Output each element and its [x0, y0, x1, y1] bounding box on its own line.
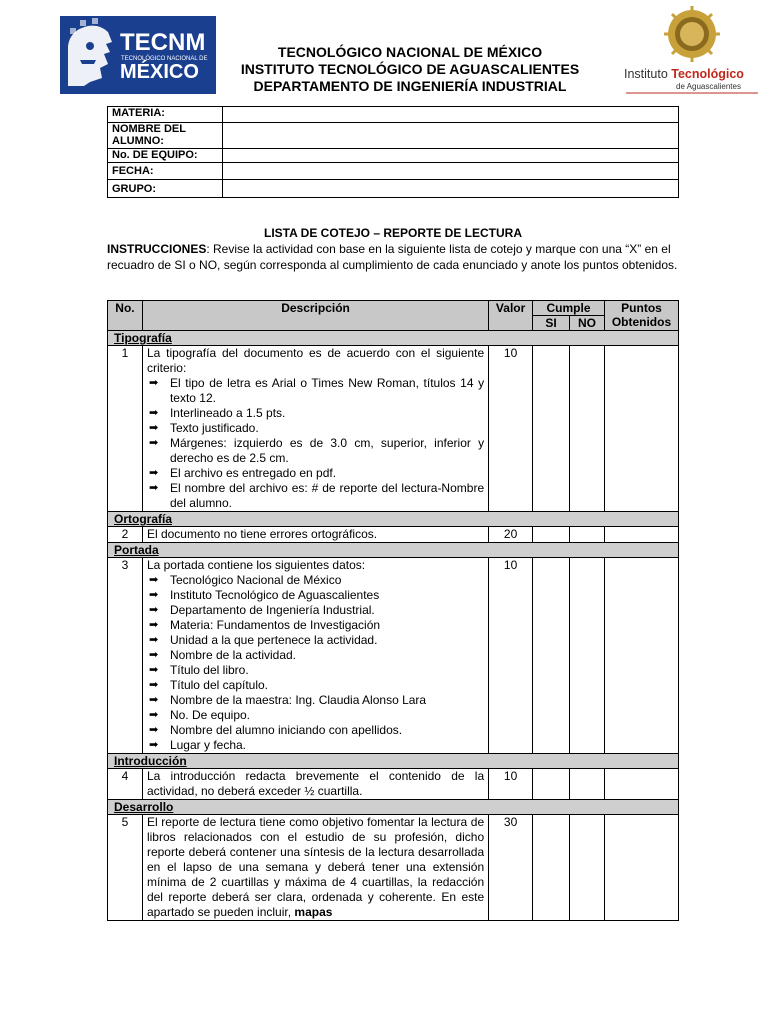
arrow-bullet-icon: ➡ [148, 604, 159, 616]
no-checkbox-cell[interactable] [570, 558, 605, 754]
item-description [142, 558, 488, 754]
ita-logo-main: Instituto [624, 67, 672, 81]
info-label: FECHA: [108, 163, 223, 180]
item-value: 10 [489, 558, 533, 754]
arrow-bullet-icon: ➡ [148, 709, 159, 721]
si-checkbox-cell[interactable] [533, 815, 570, 921]
info-row-nombre [108, 123, 679, 149]
points-cell[interactable] [604, 815, 678, 921]
institution-line-3: DEPARTAMENTO DE INGENIERÍA INDUSTRIAL [253, 78, 567, 94]
arrow-bullet-icon: ➡ [148, 437, 159, 449]
col-cumple-header: Cumple [533, 301, 605, 316]
points-cell[interactable] [604, 527, 678, 543]
section-row [108, 512, 679, 527]
checklist-table [107, 300, 679, 921]
institution-heading [200, 44, 620, 95]
arrow-bullet-icon: ➡ [148, 694, 159, 706]
list-item: ➡ Lugar y fecha. [148, 738, 247, 752]
col-no-sub-header: NO [570, 316, 605, 331]
item-number: 4 [108, 769, 143, 800]
list-item: ➡ No. De equipo. [148, 708, 251, 722]
info-label: No. DE EQUIPO: [108, 149, 223, 163]
list-item: ➡ Instituto Tecnológico de Aguascalientes [148, 588, 380, 602]
instructions [107, 241, 685, 273]
no-checkbox-cell[interactable] [570, 769, 605, 800]
col-no-header: No. [108, 301, 143, 331]
info-value-field[interactable] [223, 107, 679, 123]
list-item: ➡ Márgenes: izquierdo es de 3.0 cm, superior, inferior y derecho es de 2.5 cm. [148, 436, 485, 465]
points-cell[interactable] [604, 346, 678, 512]
item-number: 2 [108, 527, 143, 543]
list-item: ➡ Nombre de la maestra: Ing. Claudia Alonso Lara [148, 693, 427, 707]
col-points-header: Puntos Obtenidos [604, 301, 678, 331]
info-value-field[interactable] [223, 123, 679, 149]
info-value-field[interactable] [223, 163, 679, 180]
arrow-bullet-icon: ➡ [148, 739, 159, 751]
arrow-bullet-icon: ➡ [148, 377, 159, 389]
tecnm-logo-subtitle: TECNOLÓGICO NACIONAL DE [121, 56, 208, 62]
info-row-materia [108, 107, 679, 123]
arrow-bullet-icon: ➡ [148, 664, 159, 676]
arrow-bullet-icon: ➡ [148, 574, 159, 586]
arrow-bullet-icon: ➡ [148, 482, 159, 494]
si-checkbox-cell[interactable] [533, 558, 570, 754]
section-row [108, 331, 679, 346]
arrow-bullet-icon: ➡ [148, 422, 159, 434]
no-checkbox-cell[interactable] [570, 346, 605, 512]
info-value-field[interactable] [223, 149, 679, 163]
item-row [108, 346, 679, 512]
item-description [142, 346, 488, 512]
instructions-text: : Revise la actividad con base en la siguiente lista de cotejo y marque con una “X” en el recuadro de SI o NO, según corresponda al cumplimiento de cada enunciado y anote los puntos obtenidos. [107, 242, 678, 272]
list-item: ➡ Texto justificado. [148, 421, 259, 435]
item-value: 20 [489, 527, 533, 543]
criteria-list [147, 376, 484, 511]
item-value: 10 [489, 769, 533, 800]
student-info-table [107, 106, 679, 198]
list-item: ➡ El tipo de letra es Arial o Times New Roman, títulos 14 y texto 12. [148, 376, 485, 405]
instructions-label: INSTRUCCIONES [107, 242, 207, 256]
arrow-bullet-icon: ➡ [148, 589, 159, 601]
info-row-fecha [108, 163, 679, 180]
item-text-bold: mapas [294, 905, 333, 919]
no-checkbox-cell[interactable] [570, 527, 605, 543]
item-number: 1 [108, 346, 143, 512]
svg-text:Instituto Tecnológico [624, 67, 744, 81]
arrow-bullet-icon: ➡ [148, 467, 159, 479]
arrow-bullet-icon: ➡ [148, 407, 159, 419]
institution-line-2: INSTITUTO TECNOLÓGICO DE AGUASCALIENTES [240, 61, 580, 77]
item-description: La introducción redacta brevemente el contenido de la actividad, no deberá exceder ½ cuartilla. [142, 769, 488, 800]
checklist-title: LISTA DE COTEJO – REPORTE DE LECTURA [263, 226, 523, 240]
list-item: ➡ Nombre de la actividad. [148, 648, 297, 662]
list-item: ➡ Tecnológico Nacional de México [148, 573, 342, 587]
list-item: ➡ Departamento de Ingeniería Industrial. [148, 603, 375, 617]
list-item: ➡ Título del capítulo. [148, 678, 269, 692]
section-title: Desarrollo [108, 800, 679, 815]
section-row [108, 800, 679, 815]
arrow-bullet-icon: ➡ [148, 649, 159, 661]
info-value-field[interactable] [223, 180, 679, 198]
item-row [108, 769, 679, 800]
ita-logo-sub: de Aguascalientes [676, 82, 741, 91]
arrow-bullet-icon: ➡ [148, 724, 159, 736]
item-row [108, 558, 679, 754]
list-item: ➡ El archivo es entregado en pdf. [148, 466, 337, 480]
section-title: Ortografía [108, 512, 679, 527]
info-row-grupo [108, 180, 679, 198]
list-item: ➡ Nombre del alumno iniciando con apellidos. [148, 723, 403, 737]
info-label: MATERIA: [108, 107, 223, 123]
list-item: ➡ Título del libro. [148, 663, 249, 677]
col-si-header: SI [533, 316, 570, 331]
ita-logo-accent: Tecnológico [671, 67, 744, 81]
list-item: ➡ Interlineado a 1.5 pts. [148, 406, 286, 420]
no-checkbox-cell[interactable] [570, 815, 605, 921]
col-description-header: Descripción [142, 301, 488, 331]
item-number: 5 [108, 815, 143, 921]
arrow-bullet-icon: ➡ [148, 619, 159, 631]
col-value-header: Valor [489, 301, 533, 331]
list-item: ➡ Unidad a la que pertenece la actividad. [148, 633, 378, 647]
criteria-list [147, 573, 484, 753]
section-title: Portada [108, 543, 679, 558]
section-row [108, 754, 679, 769]
item-description: El documento no tiene errores ortográficos. [142, 527, 488, 543]
institution-line-1: TECNOLÓGICO NACIONAL DE MÉXICO [277, 44, 543, 60]
item-number: 3 [108, 558, 143, 754]
item-text: La tipografía del documento es de acuerdo con el siguiente criterio: [146, 346, 485, 375]
ita-logo [620, 6, 764, 96]
tecnm-logo-country: MÉXICO [120, 61, 199, 83]
section-title: Tipografía [108, 331, 679, 346]
tecnm-logo-title: TECNM [120, 29, 206, 56]
ita-seal-icon [664, 6, 720, 62]
item-row [108, 527, 679, 543]
list-item: ➡ Materia: Fundamentos de Investigación [148, 618, 381, 632]
item-value: 10 [489, 346, 533, 512]
item-description [142, 815, 488, 921]
arrow-bullet-icon: ➡ [148, 634, 159, 646]
arrow-bullet-icon: ➡ [148, 679, 159, 691]
item-row [108, 815, 679, 921]
section-row [108, 543, 679, 558]
item-value: 30 [489, 815, 533, 921]
tecnm-logo [60, 16, 216, 94]
info-label: NOMBRE DEL ALUMNO: [108, 123, 223, 149]
section-title: Introducción [108, 754, 679, 769]
list-item: ➡ El nombre del archivo es: # de reporte del lectura-Nombre del alumno. [148, 481, 485, 510]
item-text: La portada contiene los siguientes datos: [146, 558, 366, 572]
si-checkbox-cell[interactable] [533, 769, 570, 800]
si-checkbox-cell[interactable] [533, 346, 570, 512]
info-label: GRUPO: [108, 180, 223, 198]
header-row [108, 301, 679, 316]
si-checkbox-cell[interactable] [533, 527, 570, 543]
points-cell[interactable] [604, 558, 678, 754]
info-row-equipo [108, 149, 679, 163]
item-text-clipped: El reporte de lectura tiene como objetivo fomentar la lectura de libros relacionados con el estudio de su profesión, dicho reporte deberá contener una síntesis de la lectura desarrollada en el lapso de una semana y deberá tener una extensión mínima de 2 cuartillas y máxima de 4 cuartillas, la redacción del reporte deberá ser clara, ordenada y coherente. En este apartado se pueden incluir, mapas [146, 815, 485, 919]
points-cell[interactable] [604, 769, 678, 800]
